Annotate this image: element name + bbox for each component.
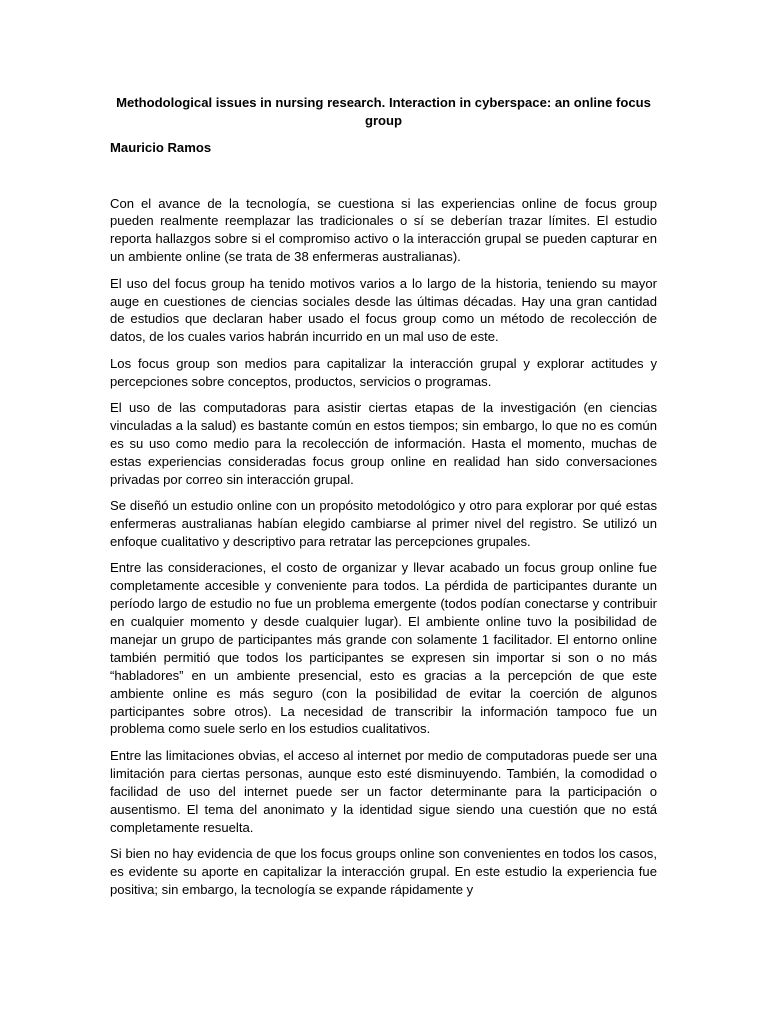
document-title: Methodological issues in nursing research. Interaction in cyberspace: an online focus group [116,95,651,128]
paragraph-8: Si bien no hay evidencia de que los focus groups online son convenientes en todos los casos, es evidente su aporte en capitalizar la interacción grupal. En este estudio la experiencia fue positiva; sin embargo, la tecnología se expande rápidamente y [110,845,657,897]
paragraph-2: El uso del focus group ha tenido motivos varios a lo largo de la historia, teniendo su mayor auge en cuestiones de ciencias sociales desde las últimas décadas. Hay una gran cantidad de estudios que declaran haber usado el focus group como un método de recolección de datos, de los cuales varios habrán incurrido en un mal uso de este. [110,275,657,345]
paragraph-6: Entre las consideraciones, el costo de organizar y llevar acabado un focus group online fue completamente accesible y conveniente para todos. La pérdida de participantes durante un período largo de estudio no fue un problema emergente (todos podían conectarse y contribuir en cualquier momento y desde cualquier lugar). El ambiente online tuvo la posibilidad de manejar un grupo de participantes más grande con solamente 1 facilitador. El entorno online también permitió que todos los participantes se expresen sin importar si son o no más “habladores” en un ambiente presencial, esto es gracias a la percepción de que este ambiente online es más seguro (con la posibilidad de evitar la coerción de algunos participantes sobre otros). La necesidad de transcribir la información tampoco fue un problema como suele serlo en los estudios cualitativos. [110,560,657,737]
paragraph-3: Los focus group son medios para capitalizar la interacción grupal y explorar actitudes y percepciones sobre conceptos, productos, servicios o programas. [110,355,657,389]
paragraph-1: Con el avance de la tecnología, se cuestiona si las experiencias online de focus group pueden realmente reemplazar las tradicionales o sí se deberían trazar límites. El estudio reporta hallazgos sobre si el compromiso activo o la interacción grupal se pueden capturar en un ambiente online (se trata de 38 enfermeras australianas). [110,195,657,265]
paragraph-4: El uso de las computadoras para asistir ciertas etapas de la investigación (en ciencias vinculadas a la salud) es bastante común en estos tiempos; sin embargo, lo que no es común es su uso como medio para la recolección de información. Hasta el momento, muchas de estas experiencias consideradas focus group online en realidad han sido conversaciones privadas por correo sin interacción grupal. [110,400,657,487]
paragraph-7: Entre las limitaciones obvias, el acceso al internet por medio de computadoras puede ser una limitación para ciertas personas, aunque esto esté disminuyendo. También, la comodidad o facilidad de uso del internet puede ser un factor determinante para la participación o ausentismo. El tema del anonimato y la identidad sigue siendo una cuestión que no está completamente resuelta. [110,747,657,835]
document-content [110,94,657,907]
document-author: Mauricio Ramos [110,140,212,155]
paragraph-5: Se diseñó un estudio online con un propósito metodológico y otro para explorar por qué estas enfermeras australianas habían elegido cambiarse al primer nivel del registro. Se utilizó un enfoque cualitativo y descriptivo para retratar las percepciones grupales. [110,498,657,549]
document-body [110,195,657,899]
